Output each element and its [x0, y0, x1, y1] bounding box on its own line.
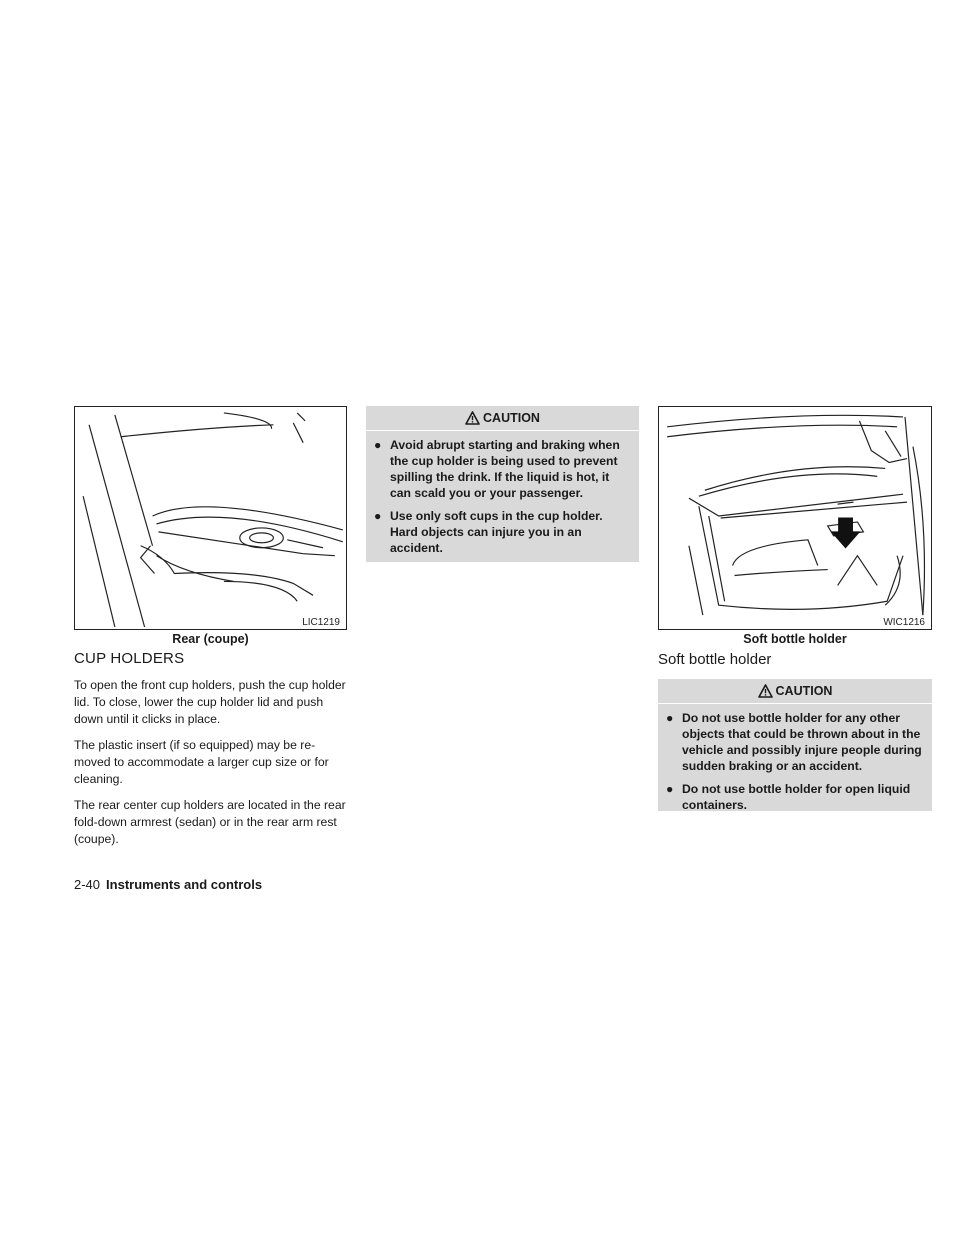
- bullet: ●: [666, 782, 674, 796]
- body-text: [74, 677, 348, 857]
- paragraph: The rear center cup holders are located in the rear fold-down armrest (sedan) or in the rear arm rest (coupe).: [74, 798, 346, 846]
- caution-title: CAUTION: [483, 411, 540, 425]
- page-footer: [74, 877, 262, 892]
- figure-caption-soft-bottle-holder: Soft bottle holder: [743, 632, 847, 646]
- door-panel-illustration: [659, 407, 931, 629]
- caution-box-cup-holder: [366, 406, 639, 562]
- caution-header: [658, 679, 932, 704]
- figure-code: LIC1219: [302, 617, 340, 628]
- caution-item: [374, 437, 631, 501]
- paragraph: To open the front cup holders, push the cup holder lid. To close, lower the cup holder lid and push down until it clicks in place.: [74, 678, 346, 726]
- caution-item: [374, 508, 631, 556]
- page-number: 2-40: [74, 877, 101, 892]
- caution-header: [366, 406, 639, 431]
- caution-item-text: Avoid abrupt starting and braking when the cup holder is being used to prevent spilling the drink. If the liquid is hot, it can scald you or your passenger.: [390, 438, 620, 500]
- caution-item-text: Use only soft cups in the cup holder. Hard objects can injure you in an accident.: [390, 509, 603, 555]
- bullet: ●: [374, 509, 382, 523]
- section-title: CUP HOLDERS: [74, 650, 185, 667]
- caution-list: [366, 431, 639, 562]
- bullet: ●: [666, 711, 674, 725]
- figure-code: WIC1216: [883, 617, 925, 628]
- bullet: ●: [374, 438, 382, 452]
- caution-box-bottle-holder: [658, 679, 932, 811]
- warning-triangle-icon: [758, 684, 773, 698]
- warning-triangle-icon: [465, 411, 480, 425]
- caution-item-text: Do not use bottle holder for open liquid containers.: [682, 782, 911, 812]
- caution-list: [658, 704, 932, 819]
- rear-armrest-illustration: [75, 407, 346, 629]
- caution-item: [666, 781, 924, 813]
- caution-title: CAUTION: [775, 684, 833, 698]
- figure-soft-bottle-holder: [658, 406, 932, 630]
- caution-item-text: Do not use bottle holder for any other objects that could be thrown about in the vehicle and possibly injure people during sudden braking or an accident.: [682, 711, 922, 773]
- subsection-title: Soft bottle holder: [658, 651, 772, 668]
- figure-rear-coupe: [74, 406, 347, 630]
- caution-item: [666, 710, 924, 774]
- figure-caption-rear-coupe: Rear (coupe): [172, 632, 249, 646]
- paragraph: The plastic insert (if so equipped) may be re-moved to accommodate a larger cup size or for cleaning.: [74, 738, 329, 786]
- footer-section-title: Instruments and controls: [106, 877, 263, 892]
